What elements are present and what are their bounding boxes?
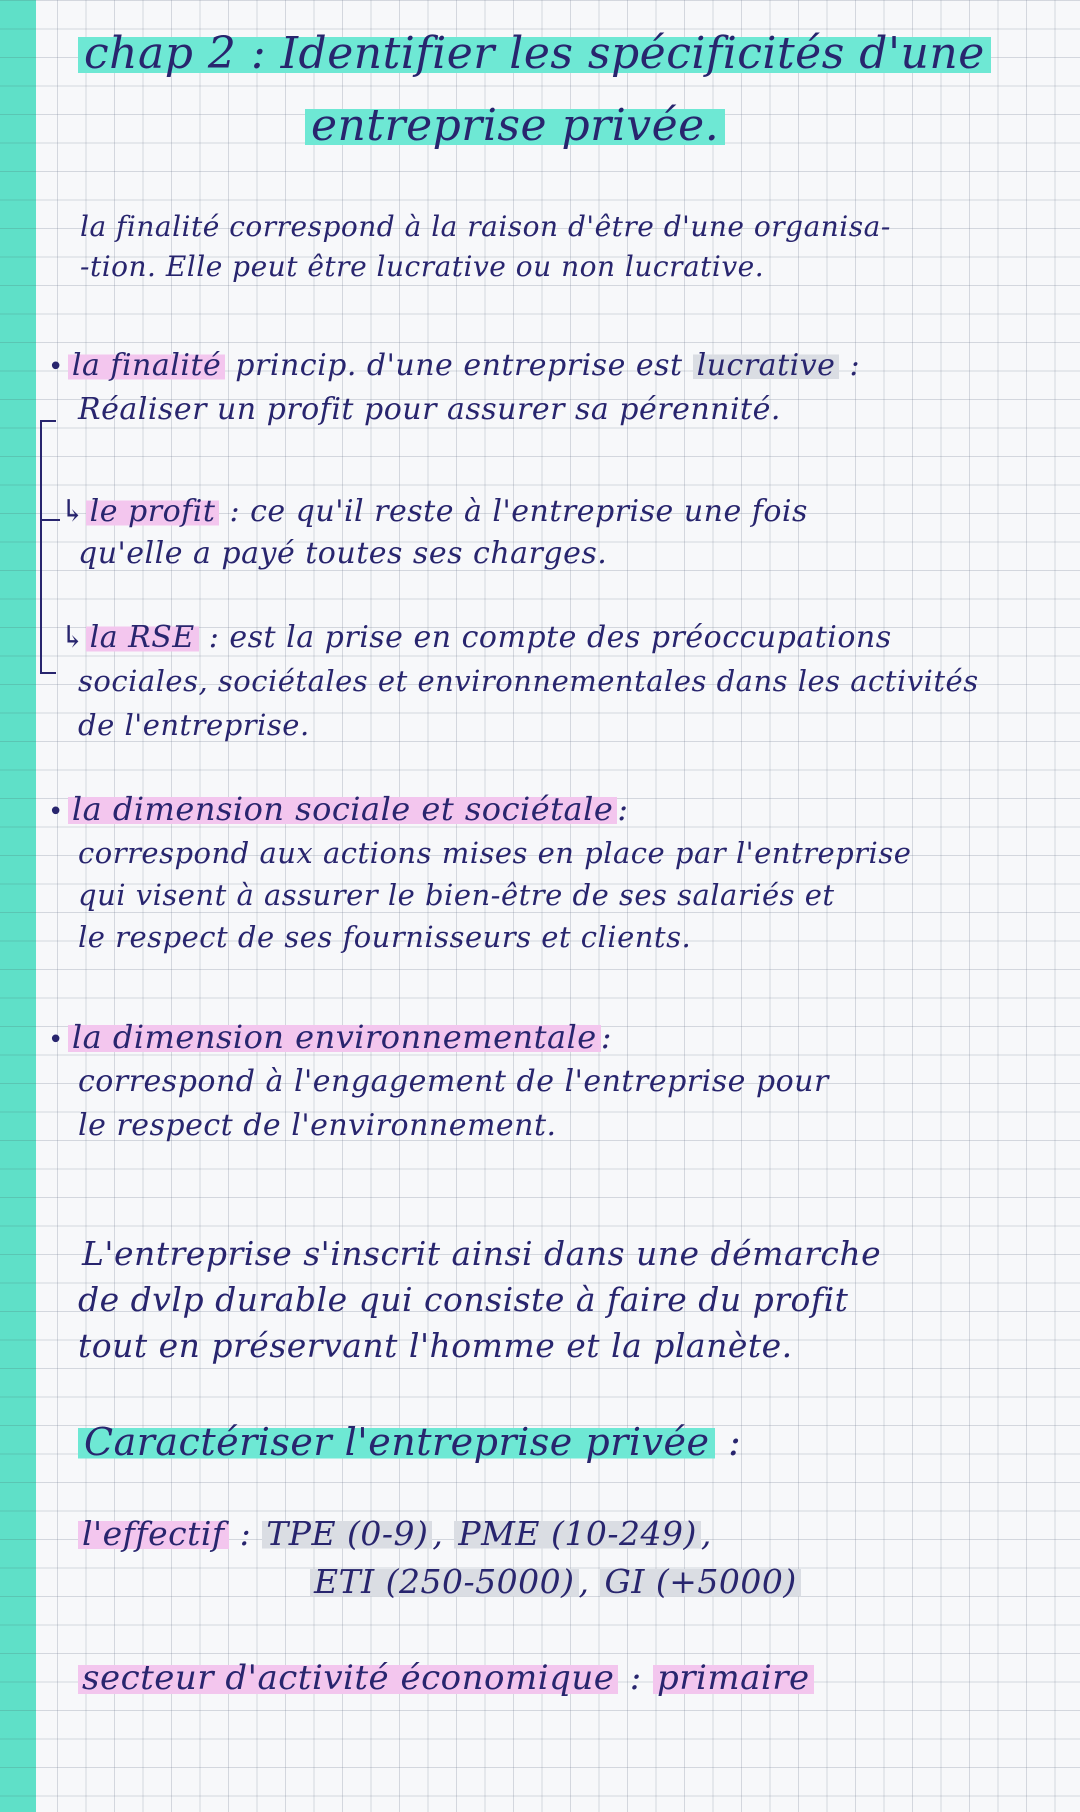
env-tail: :	[600, 1018, 612, 1056]
arrow-icon: ↳	[60, 494, 86, 529]
effectif-line-1: l'effectif : TPE (0-9) , PME (10-249) ,	[78, 1514, 712, 1553]
sociale-line-4: le respect de ses fournisseurs et clients.	[78, 920, 692, 954]
rse-label: la RSE	[86, 620, 199, 655]
finalite-tail: :	[839, 348, 861, 383]
rse-line-3: de l'entreprise.	[78, 708, 310, 742]
effectif-eti: ETI (250-5000)	[310, 1562, 579, 1601]
secteur-sep: :	[618, 1658, 653, 1698]
bullet-icon: •	[48, 797, 64, 827]
finalite-line-1	[48, 348, 860, 383]
effectif-line-2: ETI (250-5000) , GI (+5000)	[310, 1562, 801, 1601]
intro-line-1: la finalité correspond à la raison d'être d'une organisa-	[80, 210, 891, 243]
caracteriser-tail: :	[715, 1420, 742, 1464]
effectif-label: l'effectif	[78, 1514, 229, 1553]
conclusion-line-2: de dvlp durable qui consiste à faire du profit	[78, 1280, 849, 1319]
intro-line-2: -tion. Elle peut être lucrative ou non lucrative.	[80, 250, 765, 283]
finalite-label: la finalité	[68, 348, 225, 383]
bullet-icon: •	[48, 1025, 64, 1055]
finalite-rest: princip. d'une entreprise est	[225, 348, 693, 383]
sociale-line-1	[48, 790, 629, 828]
sociale-line-2: correspond aux actions mises en place par l'entreprise	[78, 836, 912, 870]
profit-line-2: qu'elle a payé toutes ses charges.	[78, 536, 608, 571]
caracteriser-heading	[78, 1420, 741, 1464]
profit-line-1	[60, 494, 808, 529]
finalite-keyword: lucrative	[693, 348, 840, 383]
sociale-label: la dimension sociale et sociétale	[68, 790, 617, 828]
env-line-3: le respect de l'environnement.	[78, 1108, 557, 1143]
sociale-line-3: qui visent à assurer le bien-être de ses salariés et	[78, 878, 835, 912]
effectif-sep: :	[228, 1514, 263, 1553]
title-line-2	[305, 100, 725, 151]
bracket-connector	[40, 420, 56, 674]
caracteriser-title: Caractériser l'entreprise privée	[78, 1420, 715, 1464]
title-entreprise: entreprise privée.	[305, 100, 725, 151]
env-line-2: correspond à l'engagement de l'entreprise pour	[78, 1064, 829, 1099]
secteur-value: primaire	[653, 1658, 814, 1698]
env-line-1	[48, 1018, 612, 1056]
effectif-pme: PME (10-249)	[454, 1514, 700, 1553]
conclusion-line-3: tout en préservant l'homme et la planète.	[78, 1326, 793, 1365]
profit-rest: : ce qu'il reste à l'entreprise une fois	[229, 494, 808, 529]
finalite-line-2: Réaliser un profit pour assurer sa pérennité.	[78, 392, 781, 427]
title-chap: chap 2 : Identifier les spécificités d'une	[78, 28, 991, 79]
margin-strip	[0, 0, 36, 1812]
secteur-line	[78, 1658, 814, 1698]
rse-line-1	[60, 620, 892, 655]
secteur-label: secteur d'activité économique	[78, 1658, 618, 1698]
conclusion-line-1: L'entreprise s'inscrit ainsi dans une démarche	[82, 1234, 882, 1273]
sociale-tail: :	[617, 790, 629, 828]
effectif-tpe: TPE (0-9)	[262, 1514, 432, 1553]
rse-line-2: sociales, sociétales et environnementales dans les activités	[78, 664, 979, 698]
effectif-gi: GI (+5000)	[600, 1562, 800, 1601]
bracket-connector-mid	[40, 519, 60, 521]
profit-label: le profit	[86, 494, 220, 529]
title-line-1	[78, 28, 991, 79]
rse-rest: : est la prise en compte des préoccupations	[208, 620, 892, 655]
env-label: la dimension environnementale	[68, 1018, 601, 1056]
arrow-icon: ↳	[60, 620, 86, 655]
bullet-icon: •	[48, 352, 64, 382]
